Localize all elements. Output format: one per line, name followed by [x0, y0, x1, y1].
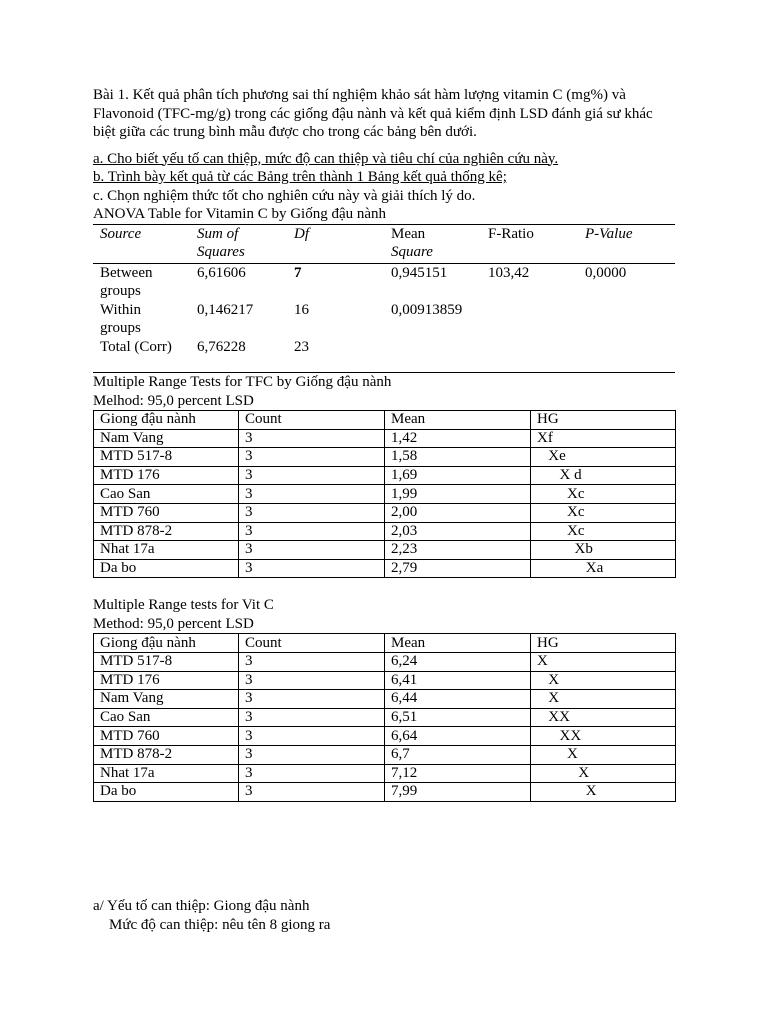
anova-header-source: Source: [93, 224, 190, 243]
table-row: [94, 466, 676, 485]
table-row: [94, 559, 676, 578]
tfc-title: Multiple Range Tests for TFC by Giống đậu nành: [93, 374, 392, 390]
tfc-cell: Xa: [531, 559, 676, 578]
vitc-cell: Nhat 17a: [94, 764, 239, 783]
vitc-cell: Cao San: [94, 708, 239, 727]
tfc-cell: MTD 176: [94, 466, 239, 485]
anova-header-df: Df: [287, 224, 384, 243]
table-row: [94, 503, 676, 522]
anova-within-df: 16: [294, 301, 309, 318]
intro-paragraph: Bài 1. Kết quả phân tích phương sai thí nghiệm khảo sát hàm lượng vitamin C (mg%) và Flavonoid (TFC-mg/g) trong các giống đậu nành và kết quả kiểm định LSD đánh giá sư khác biệt giữa các trung bình mẫu được cho trong các bảng bên dưới.: [93, 87, 653, 140]
tfc-cell: 3: [239, 429, 385, 448]
table-row: [94, 727, 676, 746]
vitc-cell: 3: [239, 708, 385, 727]
anova-total-ss: 6,76228: [190, 338, 287, 373]
answer-line-1: a/ Yếu tố can thiệp: Giong đậu nành: [93, 898, 310, 914]
tfc-cell: 2,23: [385, 541, 531, 560]
tfc-cell: X d: [531, 466, 676, 485]
table-row: [94, 764, 676, 783]
anova-within-label: Within: [100, 301, 142, 318]
tfc-cell: 3: [239, 485, 385, 504]
vitc-header-row: [94, 634, 676, 653]
anova-total-df: 23: [287, 338, 384, 373]
vitc-header-cell: Giong đậu nành: [94, 634, 239, 653]
anova-within-label-2: groups: [100, 320, 141, 336]
anova-between-label-2: groups: [100, 283, 141, 299]
vitc-cell: MTD 878-2: [94, 745, 239, 764]
tfc-cell: Nam Vang: [94, 429, 239, 448]
anova-header-row-2: [93, 243, 675, 263]
vitc-cell: XX: [531, 727, 676, 746]
anova-between-label: Between: [100, 264, 153, 281]
anova-header-ms-2: Square: [384, 243, 481, 263]
question-a: a. Cho biết yếu tố can thiệp, mức độ can thiệp và tiêu chí của nghiên cứu này.: [93, 150, 559, 167]
vitc-cell: 6,64: [385, 727, 531, 746]
vitc-cell: X: [531, 671, 676, 690]
tfc-cell: 1,99: [385, 485, 531, 504]
vitc-cell: X: [531, 745, 676, 764]
question-c: c. Chọn nghiệm thức tốt cho nghiên cứu này và giải thích lý do.: [93, 187, 476, 204]
anova-header-ss-2: Squares: [190, 243, 287, 263]
table-row: [94, 690, 676, 709]
anova-row-within: [93, 301, 675, 320]
tfc-method: Melhod: 95,0 percent LSD: [93, 392, 254, 409]
answer-section: [93, 897, 330, 934]
tfc-cell: 2,00: [385, 503, 531, 522]
tfc-cell: Xe: [531, 448, 676, 467]
anova-row-within-2: [93, 319, 675, 338]
vitc-cell: 3: [239, 671, 385, 690]
anova-within-ss: 0,146217: [197, 301, 254, 318]
vitc-cell: 7,12: [385, 764, 531, 783]
vitc-cell: 3: [239, 764, 385, 783]
vitc-cell: MTD 517-8: [94, 652, 239, 671]
tfc-section: [93, 373, 675, 578]
table-row: [94, 541, 676, 560]
tfc-header-cell: Mean: [385, 411, 531, 430]
tfc-header-cell: Count: [239, 411, 385, 430]
vitc-cell: 3: [239, 783, 385, 802]
vitc-cell: 3: [239, 745, 385, 764]
anova-between-ss: 6,61606: [197, 264, 246, 281]
vitc-cell: Nam Vang: [94, 690, 239, 709]
table-row: [94, 429, 676, 448]
vitc-cell: X: [531, 652, 676, 671]
tfc-cell: 2,03: [385, 522, 531, 541]
anova-header-ms: Mean: [384, 224, 481, 243]
anova-table: [93, 224, 675, 374]
vitc-section: [93, 596, 675, 801]
vitc-cell: MTD 176: [94, 671, 239, 690]
tfc-cell: Xf: [531, 429, 676, 448]
tfc-cell: 1,69: [385, 466, 531, 485]
tfc-cell: 1,42: [385, 429, 531, 448]
answer-line-2: Mức độ can thiệp: nêu tên 8 giong ra: [109, 916, 331, 933]
vitc-cell: 6,7: [385, 745, 531, 764]
tfc-cell: Da bo: [94, 559, 239, 578]
vitc-title: Multiple Range tests for Vit C: [93, 597, 274, 614]
table-row: [94, 783, 676, 802]
tfc-cell: 3: [239, 559, 385, 578]
anova-between-ms: 0,945151: [391, 264, 448, 281]
vitc-header-cell: HG: [531, 634, 676, 653]
vitc-cell: 6,51: [385, 708, 531, 727]
anova-row-between-2: [93, 282, 675, 301]
tfc-table: [93, 410, 676, 578]
tfc-cell: 2,79: [385, 559, 531, 578]
anova-row-total: [93, 338, 675, 373]
vitc-cell: MTD 760: [94, 727, 239, 746]
table-row: [94, 671, 676, 690]
vitc-cell: X: [531, 690, 676, 709]
tfc-header-cell: HG: [531, 411, 676, 430]
tfc-header-cell: Giong đậu nành: [94, 411, 239, 430]
vitc-cell: 7,99: [385, 783, 531, 802]
vitc-method: Method: 95,0 percent LSD: [93, 615, 254, 632]
vitc-header-cell: Count: [239, 634, 385, 653]
anova-row-between: [93, 263, 675, 282]
tfc-cell: 3: [239, 522, 385, 541]
vitc-cell: X: [531, 764, 676, 783]
vitc-cell: 6,24: [385, 652, 531, 671]
tfc-cell: 3: [239, 448, 385, 467]
tfc-cell: MTD 760: [94, 503, 239, 522]
tfc-cell: Cao San: [94, 485, 239, 504]
vitc-cell: Da bo: [94, 783, 239, 802]
tfc-header-row: [94, 411, 676, 430]
table-row: [94, 652, 676, 671]
vitc-table: [93, 633, 676, 801]
vitc-cell: 3: [239, 690, 385, 709]
tfc-cell: Xb: [531, 541, 676, 560]
table-row: [94, 522, 676, 541]
tfc-cell: 3: [239, 541, 385, 560]
anova-between-df: 7: [294, 264, 302, 281]
tfc-cell: 1,58: [385, 448, 531, 467]
tfc-cell: Nhat 17a: [94, 541, 239, 560]
anova-header-row: [93, 224, 675, 243]
vitc-cell: 3: [239, 652, 385, 671]
tfc-cell: 3: [239, 503, 385, 522]
tfc-cell: 3: [239, 466, 385, 485]
anova-between-p: 0,0000: [585, 264, 627, 281]
anova-within-ms: 0,00913859: [391, 301, 463, 318]
vitc-cell: 6,41: [385, 671, 531, 690]
vitc-cell: 6,44: [385, 690, 531, 709]
table-row: [94, 485, 676, 504]
tfc-cell: Xc: [531, 485, 676, 504]
vitc-cell: XX: [531, 708, 676, 727]
vitc-cell: X: [531, 783, 676, 802]
anova-between-f: 103,42: [488, 264, 530, 281]
anova-header-f: F-Ratio: [481, 224, 578, 243]
table-row: [94, 708, 676, 727]
tfc-cell: MTD 517-8: [94, 448, 239, 467]
anova-total-label: Total (Corr): [93, 338, 190, 373]
vitc-cell: 3: [239, 727, 385, 746]
anova-title: ANOVA Table for Vitamin C by Giống đậu nành: [93, 206, 387, 222]
tfc-cell: MTD 878-2: [94, 522, 239, 541]
tfc-cell: Xc: [531, 503, 676, 522]
table-row: [94, 448, 676, 467]
table-row: [94, 745, 676, 764]
anova-header-p: P-Value: [578, 224, 675, 243]
question-b: b. Trình bày kết quả từ các Bảng trên thành 1 Bảng kết quả thống kê;: [93, 169, 507, 185]
document-page: [93, 86, 675, 802]
vitc-header-cell: Mean: [385, 634, 531, 653]
anova-header-ss: Sum of: [190, 224, 287, 243]
tfc-cell: Xc: [531, 522, 676, 541]
